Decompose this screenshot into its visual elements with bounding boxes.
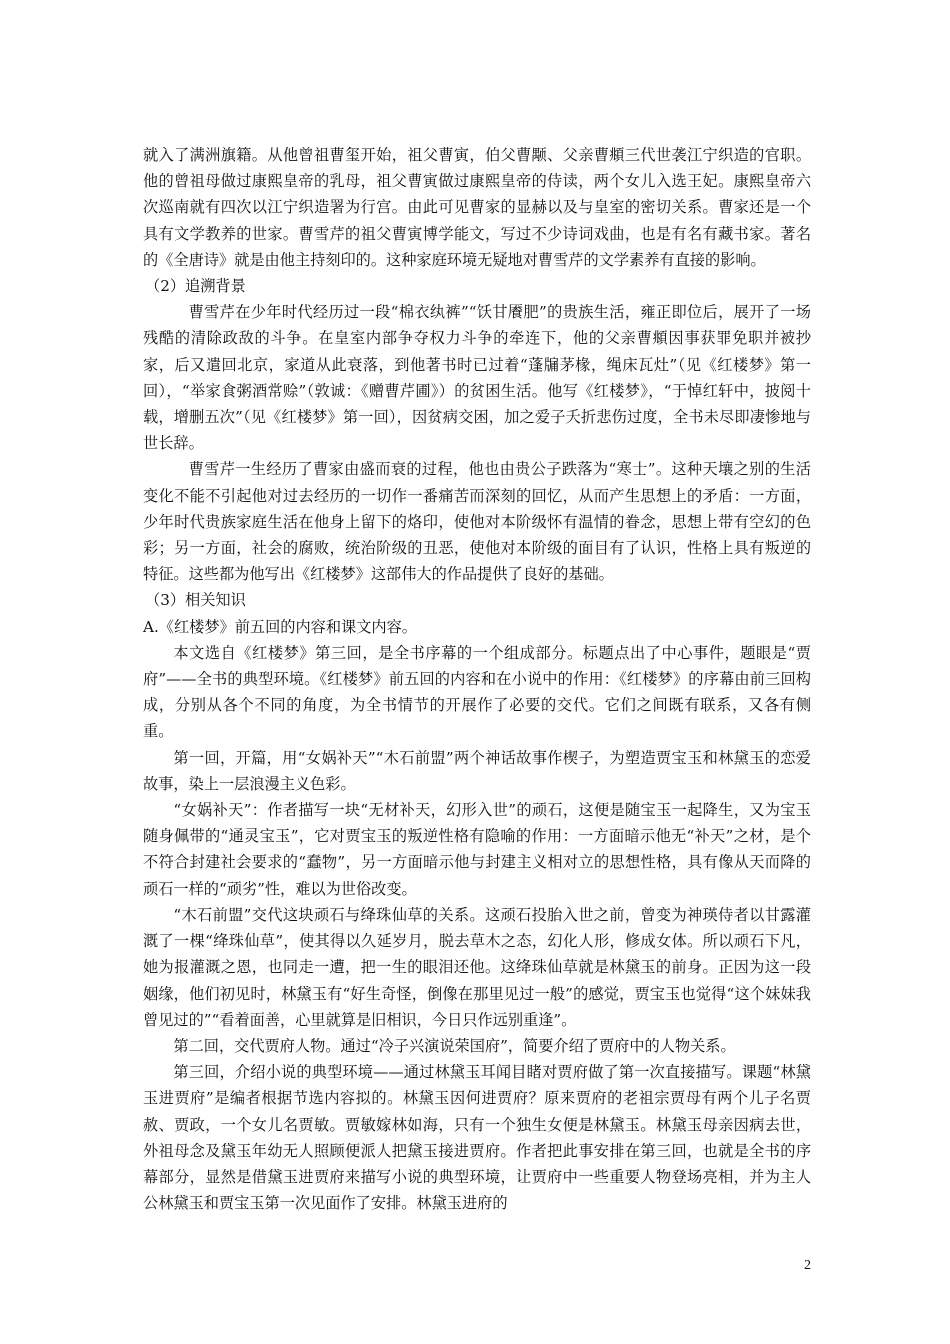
paragraph: “女娲补天”：作者描写一块“无材补天，幻形入世”的顽石，这便是随宝玉一起降生，又为宝玉随身佩带的“通灵宝玉”，它对贾宝玉的叛逆性格有隐喻的作用：一方面暗示他无“补天”之材，是个不符合封建社会要求的“蠢物”，另一方面暗示他与封建主义相对立的思想性格，具有像从天而降的顽石一样的“顽劣”性，难以为世俗改变。 [143, 801, 811, 898]
paragraph: 第三回，介绍小说的典型环境——通过林黛玉耳闻目睹对贾府做了第一次直接描写。课题“林黛玉进贾府”是编者根据节选内容拟的。林黛玉因何进贾府？原来贾府的老祖宗贾母有两个儿子名贾赦、贾政，一个女儿名贾敏。贾敏嫁林如海，只有一个独生女便是林黛玉。林黛玉母亲因病去世，外祖母念及黛玉年幼无人照顾便派人把黛玉接进贾府。作者把此事安排在第三回，也就是全书的序幕部分，显然是借黛玉进贾府来描写小说的典型环境，让贾府中一些重要人物登场亮相，并为主人公林黛玉和贾宝玉第一次见面作了安排。林黛玉进府的 [143, 1063, 811, 1213]
page-number: 2 [804, 1258, 811, 1273]
body-text [143, 142, 811, 1216]
paragraph: 第一回，开篇，用“女娲补天”“木石前盟”两个神话故事作楔子，为塑造贾宝玉和林黛玉的恋爱故事，染上一层浪漫主义色彩。 [143, 748, 811, 793]
paragraph: 曹雪芹一生经历了曹家由盛而衰的过程，他也由贵公子跌落为“寒士”。这种天壤之别的生活变化不能不引起他对过去经历的一切作一番痛苦而深刻的回忆，从而产生思想上的矛盾：一方面，少年时代贵族家庭生活在他身上留下的烙印，使他对本阶级怀有温情的眷念，思想上带有空幻的色彩；另一方面，社会的腐败，统治阶级的丑恶，使他对本阶级的面目有了认识，性格上具有叛逆的特征。这些都为他写出《红楼梦》这部伟大的作品提供了良好的基础。 [143, 460, 811, 584]
paragraph: 本文选自《红楼梦》第三回，是全书序幕的一个组成部分。标题点出了中心事件，题眼是“贾府”——全书的典型环境。《红楼梦》前五回的内容和在小说中的作用：《红楼梦》的序幕由前三回构成，分别从各个不同的角度，为全书情节的开展作了必要的交代。它们之间既有联系，又各有侧重。 [143, 643, 811, 741]
paragraph: 曹雪芹在少年时代经历过一段“棉衣纨裤”“饫甘餍肥”的贵族生活，雍正即位后，展开了一场残酷的清除政敌的斗争。在皇室内部争夺权力斗争的牵连下，他的父亲曹頫因事获罪免职并被抄家，后又遣回北京，家道从此衰落，到他著书时已过着“蓬牖茅椽，绳床瓦灶”（见《红楼梦》第一回），“举家食粥酒常赊”（敦诚：《赠曹芹圃》）的贫困生活。他写《红楼梦》，“于悼红轩中，披阅十载，增删五次”（见《红楼梦》第一回），因贫病交困，加之爱子夭折悲伤过度，全书未尽即凄惨地与世长辞。 [143, 303, 811, 453]
subsection-heading: A.《红楼梦》前五回的内容和课文内容。 [143, 617, 417, 636]
section-heading: （3）相关知识 [145, 591, 246, 610]
paragraph: 就入了满洲旗籍。从他曾祖曹玺开始，祖父曹寅，伯父曹颙、父亲曹頫三代世袭江宁织造的官职。他的曾祖母做过康熙皇帝的乳母，祖父曹寅做过康熙皇帝的侍读，两个女儿入选王妃。康熙皇帝六次巡南就有四次以江宁织造署为行宫。由此可见曹家的显赫以及与皇室的密切关系。曹家还是一个具有文学教养的世家。曹雪芹的祖父曹寅博学能文，写过不少诗词戏曲，也是有名有藏书家。著名的《全唐诗》就是由他主持刻印的。这种家庭环境无疑地对曹雪芹的文学素养有直接的影响。 [143, 146, 811, 269]
section-heading: （2）追溯背景 [145, 277, 246, 296]
paragraph: “木石前盟”交代这块顽石与绛珠仙草的关系。这顽石投胎入世之前，曾变为神瑛侍者以甘露灌溉了一棵“绛珠仙草”，使其得以久延岁月，脱去草木之态，幻化人形，修成女体。所以顽石下凡，她为报灌溉之恩，也同走一遭，把一生的眼泪还他。这绛珠仙草就是林黛玉的前身。正因为这一段姻缘，他们初见时，林黛玉有“好生奇怪，倒像在那里见过一般”的感觉，贾宝玉也觉得“这个妹妹我曾见过的”“看着面善，心里就算是旧相识，今日只作远别重逢”。 [143, 905, 811, 1029]
paragraph: 第二回，交代贾府人物。通过“冷子兴演说荣国府”，简要介绍了贾府中的人物关系。 [173, 1036, 736, 1055]
